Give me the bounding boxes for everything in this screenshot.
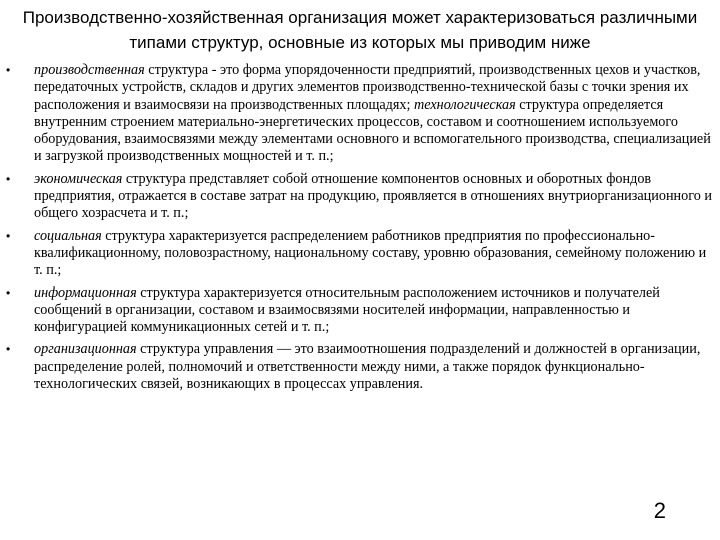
list-item-organizational-structure	[6, 341, 712, 393]
slide-title: Производственно-хозяйственная организация может характеризоваться различными типами структур, основные из которых мы приводим ниже	[22, 8, 698, 52]
term-production: производственная	[34, 62, 145, 78]
item-text: структура характеризуется относительным расположением источников и получателей сообщений в организации, составом и взаимосвязями носителей информации, направленностью и конфигурацией коммуникационных сетей и т. п.;	[34, 284, 660, 336]
bullet-icon: •	[6, 342, 11, 357]
term-information: информационная	[34, 284, 137, 301]
item-text: структура управления — это взаимоотношения подразделений и должностей в организации, распределение ролей, полномочий и ответственности между ними, а также порядок функционально-технологических связей, возникающих в процессах управления.	[34, 341, 701, 393]
bullet-icon: •	[6, 285, 11, 300]
bullet-icon: •	[6, 171, 11, 186]
item-text: структура определяется внутренним строением материально-энергетических процессов, составом и соотношением используемого оборудования, взаимосвязями между элементами основного и вспомогательного производства, специализацией и загрузкой производственных мощностей и т. п.;	[34, 96, 711, 165]
list-item-production-structure	[6, 62, 712, 166]
page-number: 2	[653, 498, 666, 523]
bullet-icon: •	[6, 63, 11, 77]
list-item-social-structure	[6, 228, 712, 280]
list-item-information-structure	[6, 285, 712, 337]
term-organizational: организационная	[34, 341, 137, 358]
item-text: структура - это форма упорядоченности предприятий, производственных цехов и участков, передаточных устройств, складов и других элементов производственно-технической базы с точки зрения их расположения и взаимосвязи на производственных площадях;	[34, 62, 701, 113]
item-text: структура характеризуется распределением работников предприятия по профессионально-квалификационному, половозрастному, национальному составу, уровню образования, семейному положению и т. п.;	[34, 227, 707, 279]
bullet-icon: •	[6, 228, 11, 243]
structure-types-list	[6, 62, 712, 398]
list-item-economic-structure	[6, 171, 712, 223]
term-economic: экономическая	[34, 170, 123, 187]
term-technological: технологическая	[414, 96, 516, 113]
item-text: структура представляет собой отношение компонентов основных и оборотных фондов предприятия, отражается в составе затрат на продукцию, проявляется в отношениях внутриорганизационного и общего хозрасчета и т. п.;	[34, 170, 712, 222]
term-social: социальная	[34, 227, 102, 244]
